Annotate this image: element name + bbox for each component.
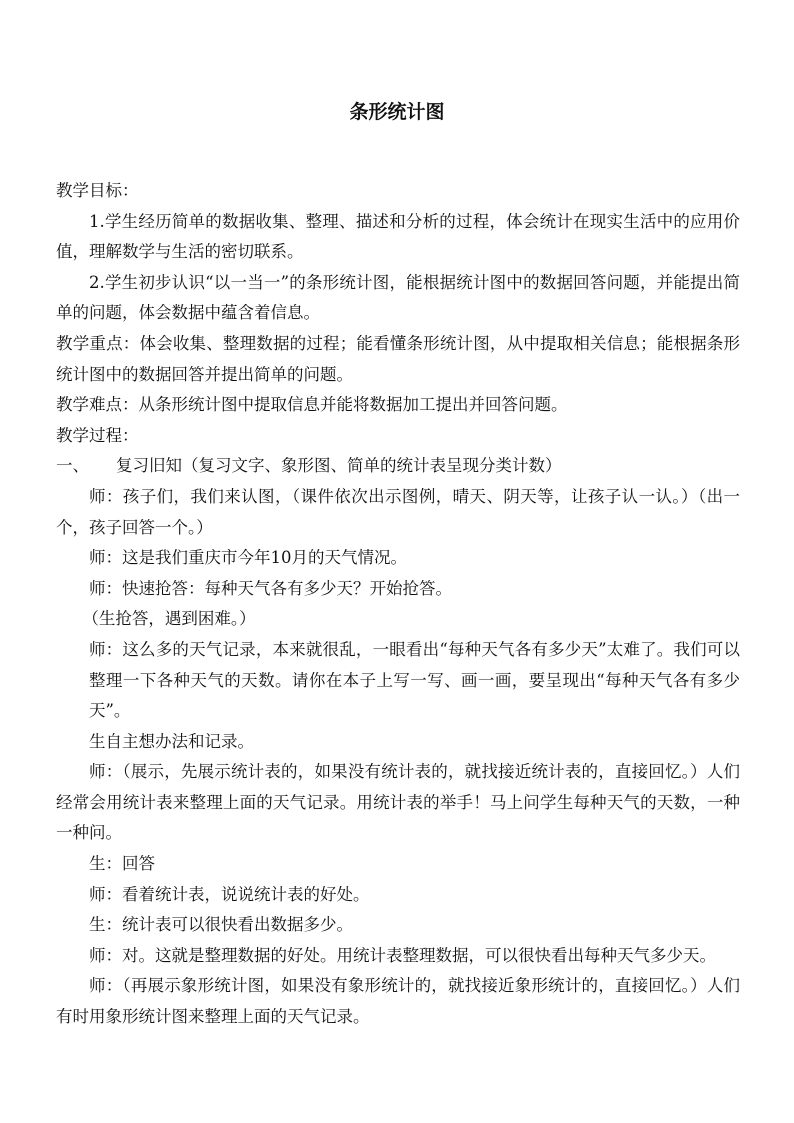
objective-2: 2.学生初步认识“以一当一”的条形统计图，能根据统计图中的数据回答问题，并能提出简单的问题，体会数据中蕴含着信息。: [56, 272, 740, 323]
dialogue-line: 生自主想办法和记录。: [89, 731, 254, 751]
difficult-points: 教学难点：从条形统计图中提取信息并能将数据加工提出并回答问题。: [56, 395, 568, 415]
key-points: 教学重点：体会收集、整理数据的过程；能看懂条形统计图，从中提取相关信息；能根据条形统计图中的数据回答并提出简单的问题。: [56, 333, 740, 384]
dialogue-line: 师：这是我们重庆市今年10月的天气情况。: [89, 548, 407, 568]
list-item-review: [56, 451, 740, 482]
dialogue-line: 师：对。这就是整理数据的好处。用统计表整理数据，可以很快看出每种天气多少天。: [89, 945, 716, 965]
dialogue-line: 生：统计表可以很快看出数据多少。: [89, 915, 353, 935]
dialogue-line: 师：快速抢答：每种天气各有多少天？开始抢答。: [89, 578, 452, 598]
section-heading-objectives: 教学目标：: [56, 181, 139, 200]
dialogue-line: 生：回答: [89, 854, 155, 874]
dialogue-line: 师：（展示，先展示统计表的，如果没有统计表的，就找接近统计表的，直接回忆。）人们经常会用统计表来整理上面的天气记录。用统计表的举手！马上问学生每种天气的天数，一种一种问。: [56, 762, 740, 843]
dialogue-line: 师：看着统计表，说说统计表的好处。: [89, 884, 370, 904]
objective-1: 1.学生经历简单的数据收集、整理、描述和分析的过程，体会统计在现实生活中的应用价值，理解数学与生活的密切联系。: [56, 211, 740, 262]
dialogue-line: 师：（再展示象形统计图，如果没有象形统计的，就找接近象形统计的，直接回忆。）人们有时用象形统计图来整理上面的天气记录。: [56, 976, 740, 1027]
document-title: 条形统计图: [349, 101, 445, 123]
stage-direction: （生抢答，遇到困难。）: [82, 609, 256, 629]
list-marker: 一、: [56, 456, 89, 476]
dialogue-line: 师：孩子们，我们来认图，（课件依次出示图例，晴天、阴天等，让孩子认一认。）（出一个，孩子回答一个。）: [56, 486, 740, 537]
document-body: [56, 176, 740, 1033]
list-item-text: 复习旧知（复习文字、象形图、简单的统计表呈现分类计数）: [116, 456, 562, 476]
section-heading-process: 教学过程：: [56, 425, 139, 445]
dialogue-line: 师：这么多的天气记录，本来就很乱，一眼看出“每种天气各有多少天”太难了。我们可以整理一下各种天气的天数。请你在本子上写一写、画一画，要呈现出“每种天气各有多少天”。: [89, 639, 740, 721]
